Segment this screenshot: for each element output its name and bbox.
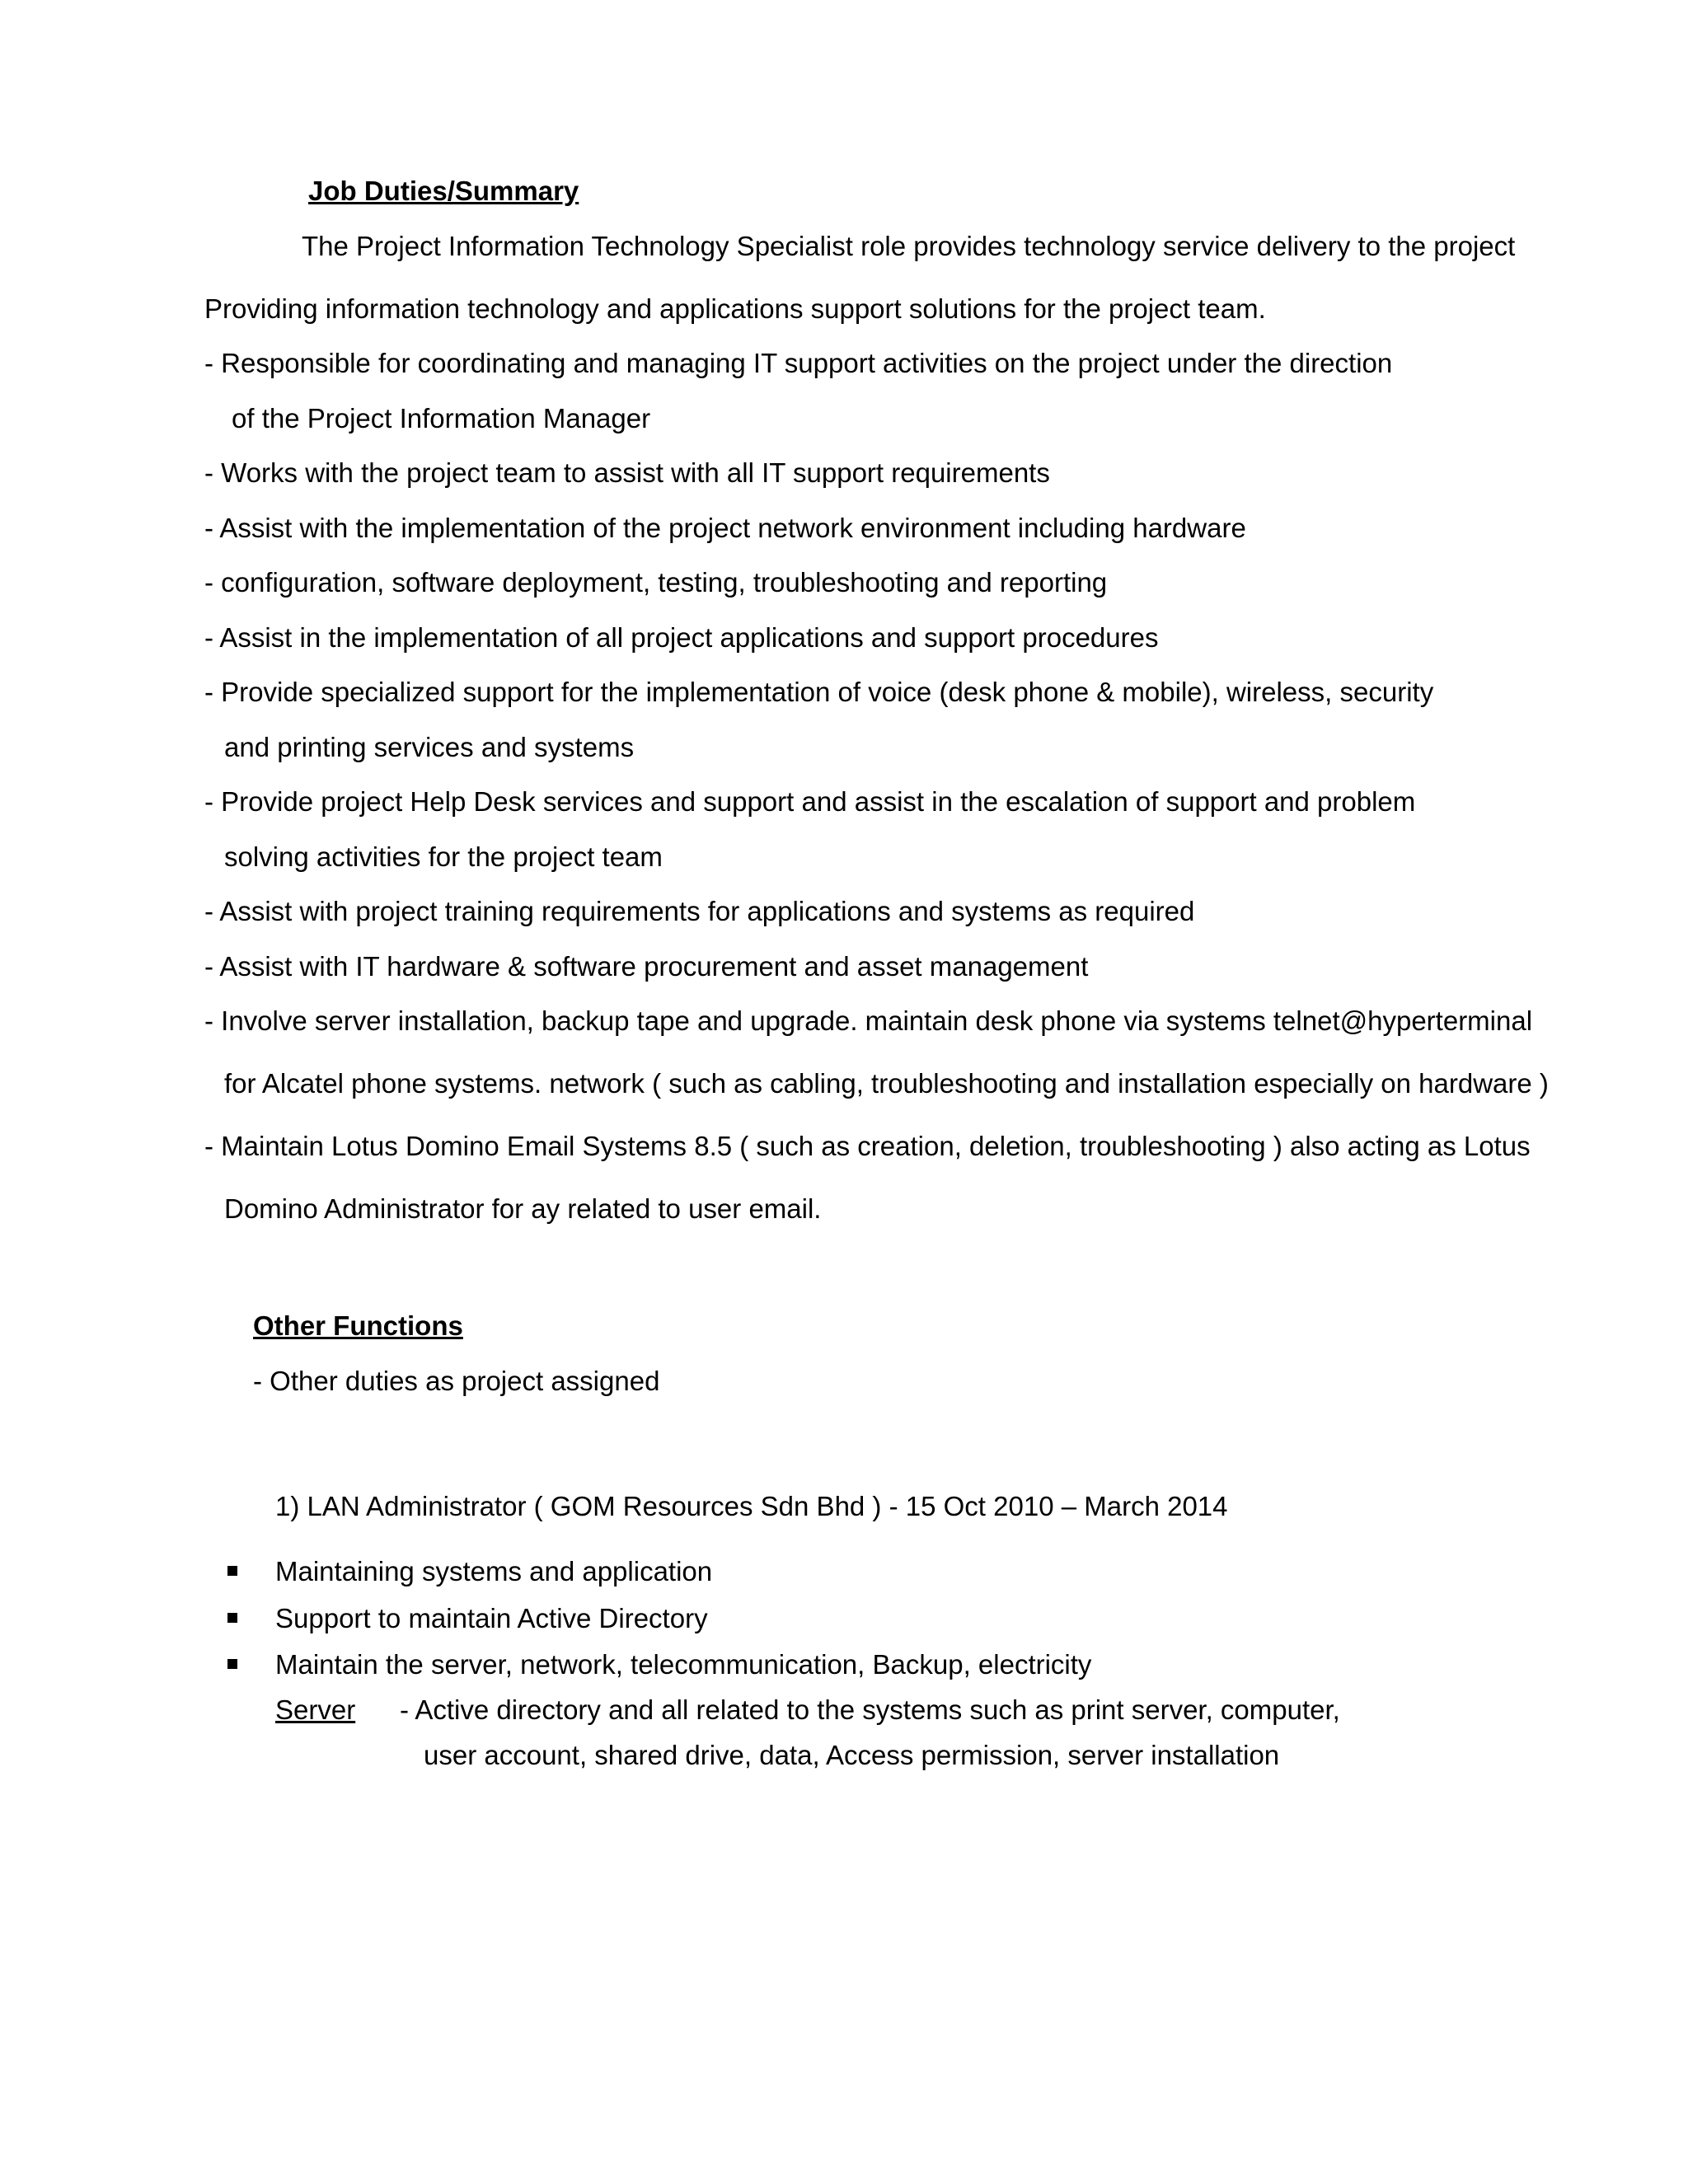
intro-line-1: The Project Information Technology Specialist role provides technology service delivery to the project bbox=[302, 231, 1516, 261]
duty-item: - Assist with the implementation of the project network environment including hardware bbox=[204, 513, 1246, 543]
other-functions-heading: Other Functions bbox=[253, 1310, 463, 1341]
duty-item: - Works with the project team to assist with all IT support requirements bbox=[204, 457, 1050, 488]
duty-item-continuation: of the Project Information Manager bbox=[232, 403, 651, 434]
duty-item-continuation: Domino Administrator for ay related to user email. bbox=[224, 1193, 822, 1224]
duty-item: - Assist with project training requirements for applications and systems as required bbox=[204, 896, 1195, 926]
other-functions-item: - Other duties as project assigned bbox=[253, 1366, 660, 1396]
duty-item: - Maintain Lotus Domino Email Systems 8.5 ( such as creation, deletion, troubleshooting ) also acting as Lotus bbox=[204, 1131, 1531, 1161]
duty-item: - Assist in the implementation of all project applications and support procedures bbox=[204, 622, 1159, 653]
duty-item-continuation: for Alcatel phone systems. network ( such as cabling, troubleshooting and installation especially on hardware ) bbox=[224, 1068, 1549, 1099]
square-bullet-icon bbox=[227, 1659, 237, 1669]
intro-line-2: Providing information technology and applications support solutions for the project team. bbox=[204, 293, 1266, 324]
duty-item: - Provide project Help Desk services and support and assist in the escalation of support and problem bbox=[204, 786, 1416, 817]
square-bullet-icon bbox=[227, 1613, 237, 1623]
job-bullet: Maintaining systems and application bbox=[275, 1556, 713, 1586]
job-bullet: Maintain the server, network, telecommunication, Backup, electricity bbox=[275, 1649, 1092, 1680]
duty-item: - Assist with IT hardware & software procurement and asset management bbox=[204, 951, 1089, 982]
duty-item: - Involve server installation, backup tape and upgrade. maintain desk phone via systems telnet@hyperterminal bbox=[204, 1005, 1533, 1036]
square-bullet-icon bbox=[227, 1566, 237, 1576]
duty-item: - Responsible for coordinating and managing IT support activities on the project under the direction bbox=[204, 348, 1393, 378]
job-duties-heading: Job Duties/Summary bbox=[308, 176, 579, 206]
duty-item-continuation: solving activities for the project team bbox=[224, 841, 663, 872]
duty-item-continuation: and printing services and systems bbox=[224, 732, 635, 762]
job-title: 1) LAN Administrator ( GOM Resources Sdn Bhd ) - 15 Oct 2010 – March 2014 bbox=[275, 1491, 1228, 1521]
server-description-line-1: - Active directory and all related to the systems such as print server, computer, bbox=[400, 1694, 1340, 1725]
job-bullet: Support to maintain Active Directory bbox=[275, 1603, 708, 1633]
duty-item: - Provide specialized support for the implementation of voice (desk phone & mobile), wireless, security bbox=[204, 677, 1434, 707]
server-description-line-2: user account, shared drive, data, Access permission, server installation bbox=[424, 1740, 1280, 1770]
server-label: Server bbox=[275, 1694, 356, 1725]
duty-item: - configuration, software deployment, testing, troubleshooting and reporting bbox=[204, 567, 1108, 598]
